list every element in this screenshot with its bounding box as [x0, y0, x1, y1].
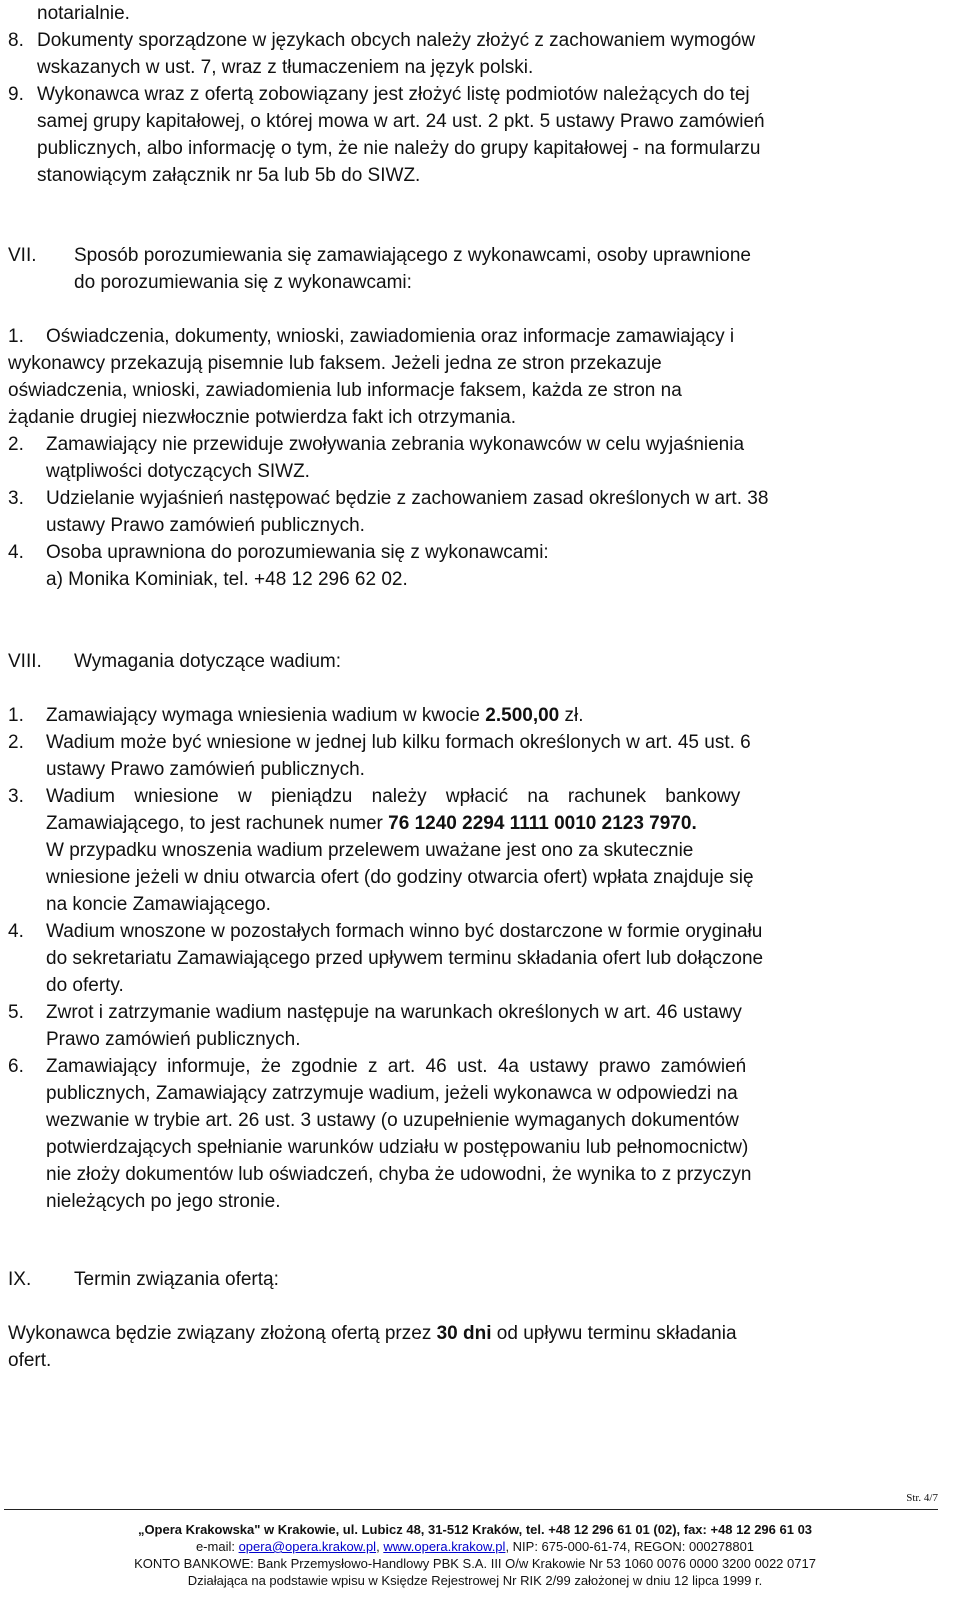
text-line: Zamawiający nie przewiduje zwoływania zebrania wykonawców w celu wyjaśnienia	[46, 434, 745, 455]
item-number: 1.	[8, 705, 24, 726]
item-number: 4.	[8, 921, 24, 942]
item-number: 3.	[8, 488, 24, 509]
text-line: oświadczenia, wnioski, zawiadomienia lub informacje faksem, każda ze stron na	[8, 380, 682, 401]
item-number: 1.	[8, 326, 24, 347]
text-line	[46, 702, 960, 729]
text-line: wezwanie w trybie art. 26 ust. 3 ustawy (o uzupełnienie wymaganych dokumentów	[46, 1110, 739, 1131]
text-span: Zamawiający wymaga wniesienia wadium w kwocie	[46, 705, 486, 726]
text-span: Wykonawca będzie związany złożoną ofertą przez	[8, 1323, 437, 1344]
text-line: Wadium wniesione w pieniądzu należy wpłacić na rachunek bankowy	[46, 786, 741, 807]
text-line: wykonawcy przekazują pisemnie lub faksem. Jeżeli jedna ze stron przekazuje	[8, 353, 662, 374]
text-line	[46, 810, 960, 837]
text-line: wskazanych w ust. 7, wraz z tłumaczeniem na język polski.	[37, 57, 534, 78]
website-link[interactable]: www.opera.krakow.pl	[383, 1539, 506, 1554]
item-number: 3.	[8, 786, 24, 807]
text-line: Wadium może być wniesione w jednej lub kilku formach określonych w art. 45 ust. 6	[46, 732, 751, 753]
section-title-vii: Sposób porozumiewania się zamawiającego z wykonawcami, osoby uprawnione	[74, 245, 751, 266]
text-line: samej grupy kapitałowej, o której mowa w art. 24 ust. 2 pkt. 5 ustawy Prawo zamówień	[37, 111, 765, 132]
text-line: Oświadczenia, dokumenty, wnioski, zawiadomienia oraz informacje zamawiający i	[46, 326, 735, 347]
item-number: 2.	[8, 732, 24, 753]
bank-account-number: 76 1240 2294 1111 0010 2123 7970.	[388, 813, 697, 834]
text-line: publicznych, Zamawiający zatrzymuje wadium, jeżeli wykonawca w odpowiedzi na	[46, 1083, 738, 1104]
text-line: notarialnie.	[37, 3, 130, 24]
text-line	[8, 1320, 960, 1347]
text-line: W przypadku wnoszenia wadium przelewem uważane jest ono za skutecznie	[46, 840, 694, 861]
text-line: Prawo zamówień publicznych.	[46, 1029, 301, 1050]
text-span: e-mail:	[195, 1539, 239, 1554]
text-span: od upływu terminu składania	[491, 1323, 737, 1344]
text-line: Dokumenty sporządzone w językach obcych należy złożyć z zachowaniem wymogów	[37, 30, 756, 51]
section-title-viii: Wymagania dotyczące wadium:	[74, 651, 342, 672]
item-number: 6.	[8, 1056, 24, 1077]
item-number: 9.	[8, 84, 24, 105]
text-span: , NIP: 675-000-61-74, REGON: 000278801	[505, 1539, 755, 1554]
section-title-vii-cont: do porozumiewania się z wykonawcami:	[74, 272, 412, 293]
footer-bank: KONTO BANKOWE: Bank Przemysłowo-Handlowy PBK S.A. III O/w Krakowie Nr 53 1060 0076 0000 3200 0022 0717	[134, 1556, 816, 1571]
text-line: żądanie drugiej niezwłocznie potwierdza fakt ich otrzymania.	[8, 407, 516, 428]
text-line: wniesione jeżeli w dniu otwarcia ofert (do godziny otwarcia ofert) wpłata znajduje się	[46, 867, 754, 888]
text-line: na koncie Zamawiającego.	[46, 894, 271, 915]
item-number: 8.	[8, 30, 24, 51]
binding-period: 30 dni	[436, 1323, 492, 1344]
email-link[interactable]: opera@opera.krakow.pl	[238, 1539, 377, 1554]
text-span: zł.	[559, 705, 584, 726]
text-line: ofert.	[8, 1350, 52, 1371]
text-line: Udzielanie wyjaśnień następować będzie z zachowaniem zasad określonych w art. 38	[46, 488, 769, 509]
text-span: Zamawiającego, to jest rachunek numer	[46, 813, 389, 834]
footer-address: „Opera Krakowska" w Krakowie, ul. Lubicz 48, 31-512 Kraków, tel. +48 12 296 61 01 (02), fax: +48 12 296 61 03	[137, 1522, 813, 1537]
section-number-viii: VIII.	[8, 651, 42, 672]
page-number: Str. 4/7	[906, 1492, 938, 1504]
text-line: publicznych, albo informację o tym, że nie należy do grupy kapitałowej - na formularzu	[37, 138, 761, 159]
text-line: ustawy Prawo zamówień publicznych.	[46, 515, 365, 536]
item-number: 5.	[8, 1002, 24, 1023]
footer-contact	[0, 1538, 950, 1555]
text-line: Zamawiający informuje, że zgodnie z art. 46 ust. 4a ustawy prawo zamówień	[46, 1056, 747, 1077]
text-line: nie złoży dokumentów lub oświadczeń, chyba że udowodni, że wynika to z przyczyn	[46, 1164, 752, 1185]
text-line: Osoba uprawniona do porozumiewania się z wykonawcami:	[46, 542, 549, 563]
text-line: a) Monika Kominiak, tel. +48 12 296 62 02.	[46, 569, 408, 590]
section-number-ix: IX.	[8, 1269, 32, 1290]
text-line: nieleżących po jego stronie.	[46, 1191, 281, 1212]
section-number-vii: VII.	[8, 245, 37, 266]
text-line: do sekretariatu Zamawiającego przed upływem terminu składania ofert lub dołączone	[46, 948, 764, 969]
section-title-ix: Termin związania ofertą:	[74, 1269, 279, 1290]
item-number: 2.	[8, 434, 24, 455]
footer-registration: Działająca na podstawie wpisu w Księdze Rejestrowej Nr RIK 2/99 założonej w dniu 12 lipca 1999 r.	[187, 1573, 763, 1588]
text-line: do oferty.	[46, 975, 124, 996]
text-span: ,	[376, 1539, 384, 1554]
text-line: ustawy Prawo zamówień publicznych.	[46, 759, 365, 780]
item-number: 4.	[8, 542, 24, 563]
text-line: potwierdzających spełnianie warunków udziału w postępowaniu lub pełnomocnictw)	[46, 1137, 749, 1158]
text-line: Wykonawca wraz z ofertą zobowiązany jest złożyć listę podmiotów należących do tej	[37, 84, 750, 105]
text-line: wątpliwości dotyczących SIWZ.	[46, 461, 310, 482]
text-line: Zwrot i zatrzymanie wadium następuje na warunkach określonych w art. 46 ustawy	[46, 1002, 742, 1023]
text-line: stanowiącym załącznik nr 5a lub 5b do SIWZ.	[37, 165, 421, 186]
footer-divider	[4, 1509, 938, 1510]
text-line: Wadium wnoszone w pozostałych formach winno być dostarczone w formie oryginału	[46, 921, 763, 942]
wadium-amount: 2.500,00	[485, 705, 560, 726]
